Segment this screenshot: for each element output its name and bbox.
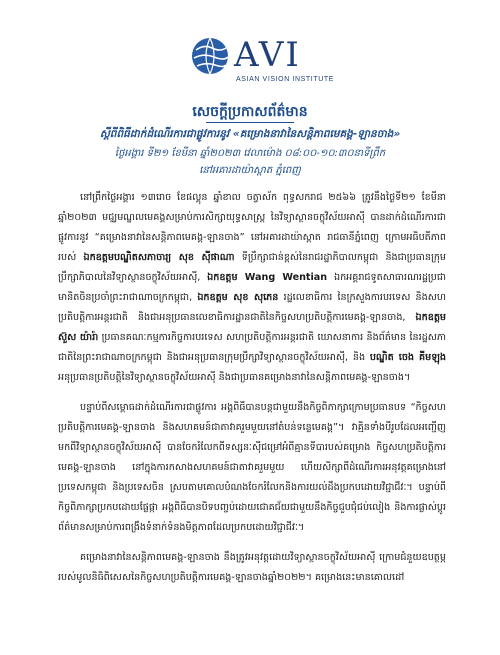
headline: ស្ដីពីពិធីដាក់ដំណើរការជាផ្លូវការនូវ «គម្រោងនាវានៃសន្តិភាពមេគង្គ-ឡានចាង» [99,128,401,140]
dignitary-name: ឯកឧត្តម សុខ សុភេន [197,292,279,303]
dignitary-name: ឯកឧត្តម Wang Wentian [207,272,328,283]
title-underline [206,122,294,123]
paragraph-text: រដ្ឋលេខាធិការ នៃក្រសួងការបរទេស និងសហប្រតិបត្តិការអន្តរជាតិ និងជាអនុប្រធានលេខាធិការដ្ឋានជាតិនៃកិច្ចសហប្រតិបត្តិការមេគង្គ-ឡានចាង, [58,292,446,323]
paragraph-text: ប្រធានគណៈកម្មការកិច្ចការបរទេស សហប្រតិបត្តិការអន្តរជាតិ ឃោសនាការ និងព័ត៌មាន នៃរដ្ឋសភាជាតិនៃព្រះរាជាណាចក្រកម្ពុជា និងជាអនុប្រធានក្រុមប្រឹក្សាវិទ្យាស្ថានចក្ខុវិស័យអាស៊ី, និង [58,332,446,363]
paragraph-3: គម្រោងនាវានៃសន្តិភាពមេគង្គ-ឡានចាង នឹងត្រូវអនុវត្តដោយវិទ្យាស្ថានចក្ខុវិស័យអាស៊ី ក្រោមជំនួយឧបត្ថម្ភរបស់មូលនិធិពិសេសនៃកិច្ចសហប្រតិបត្តិការមេគង្គ-ឡានចាងឆ្នាំ២០២២។ គម្រោងនេះមានគោលដៅ [58,552,446,583]
dignitary-name: បណ្ឌិត ចេង គីមឡុង [369,352,446,363]
paragraph-text: ទីប្រឹក្សាជាន់ខ្ពស់នៃរាជរដ្ឋាភិបាលកម្ពុជា និងជាប្រធានក្រុមប្រឹក្សាភិបាលនៃវិទ្យាស្ថានចក្ខុវិស័យអាស៊ី, [58,252,446,283]
globe-icon [190,36,230,76]
press-release-title: សេចក្ដីប្រកាសព័ត៌មាន [192,104,308,120]
dignitary-name: ឯកឧត្តមបណ្ឌិតសភាចារ្យ សុខ ស៊ីផាណា [83,252,235,263]
paragraph-lead: នៅព្រឹកថ្ងៃអង្គារ ១៣រោច ខែផល្គុន ឆ្នាំខាល ចត្វាស័ក ពុទ្ធសករាជ ២៥៦៦ ត្រូវនឹងថ្ងៃទី២១ ខែមីនា ឆ្នាំ២០២៣ មជ្ឈមណ្ឌលមេគង្គសម្រាប់ការសិក្សាយុទ្ធសាស្ត្រ នៃវិទ្យាស្ថានចក្ខុវិស័យអាស៊ី បានដាក់ដំណើរការជាផ្លូវការនូវ “គម្រោងនាវានៃសន្តិភាពមេគង្គ-ឡានចាង” នៅអគារដាយ៉ាស្ពាត រាជធានីភ្នំពេញ ក្រោមអធិបតីភាពរបស់ [58,192,446,263]
paragraph-1 [58,188,446,388]
dignitary-name: ឯកឧត្តម ស៊ួស យ៉ារ៉ា [58,312,446,343]
avi-logo [190,35,334,88]
venue: នៅអគារដាយ៉ាស្ពាត ភ្នំពេញ [199,165,301,176]
paragraph-tail: អនុប្រធានប្រតិបត្តិនៃវិទ្យាស្ថានចក្ខុវិស័យអាស៊ី និងជាប្រធានគម្រោងនាវានៃសន្តិភាពមេគង្គ-ឡានចាង។ [58,372,411,383]
dateline: ថ្ងៃអង្គារ ទី២១ ខែមីនា ឆ្នាំ២០២៣ វេលាម៉ោង ០៨:០០-១០:៣០នាទីព្រឹក [114,148,386,159]
paragraph-2: បន្ទាប់ពីសម្ពោធដាក់ដំណើរការជាផ្លូវការ អង្គពិធីបានបន្តជាមួយនឹងកិច្ចពិភាក្សាក្រោមប្រធានបទ “កិច្ចសហប្រតិបត្តិការមេគង្គ-ឡានចាង និងសហគមន៍ជាតាវាគរួមមួយនៅតំបន់ទន្លេមេគង្គ”។ វាគ្មិនទាំងបីរូបដែលអញ្ជើញមកពីវិទ្យាស្ថានចក្ខុវិស័យអាស៊ី បានចែករំលែកពីទស្សនៈស៊ីជម្រៅអំពីគ្មានទីបារបស់គម្រោង កិច្ចសហប្រតិបត្តិការមេគង្គ-ឡានចាង នៅក្នុងការកសាងសហគមន៍ជាតាវាគរួមមួយ ហើយសិក្សាពីដំណើរការអនុវត្តគម្រោងនៅប្រទេសកម្ពុជា និងប្រទេសចិន ស្របតាមគោលបំណងចែករំលែកនិងការយល់ដឹងប្រកបដោយវិជ្ជាជីវៈ។ បន្ទាប់ពីកិច្ចពិភាក្សាប្រកបដោយផ្លែផ្កា អង្គពិធីបានបិទបញ្ចប់ដោយជោគជ័យជាមួយនឹងកិច្ចជួបជុំជប់លៀង និងការផ្លាស់ប្ដូរព័ត៌មានសម្រាប់ការពង្រឹងទំនាក់ទំនងមិត្តភាពដែលប្រកបដោយវិជ្ជាជីវៈ។ [58,402,446,533]
article-body [58,188,446,598]
logo-wordmark: AVI [234,35,301,75]
paragraph-text: ឯកអគ្គរាជទូតសាធារណរដ្ឋប្រជាមានិតចិនប្រចាំព្រះរាជាណាចក្រកម្ពុជា, [58,272,446,303]
logo-subtitle: ASIAN VISION INSTITUTE [236,76,334,83]
